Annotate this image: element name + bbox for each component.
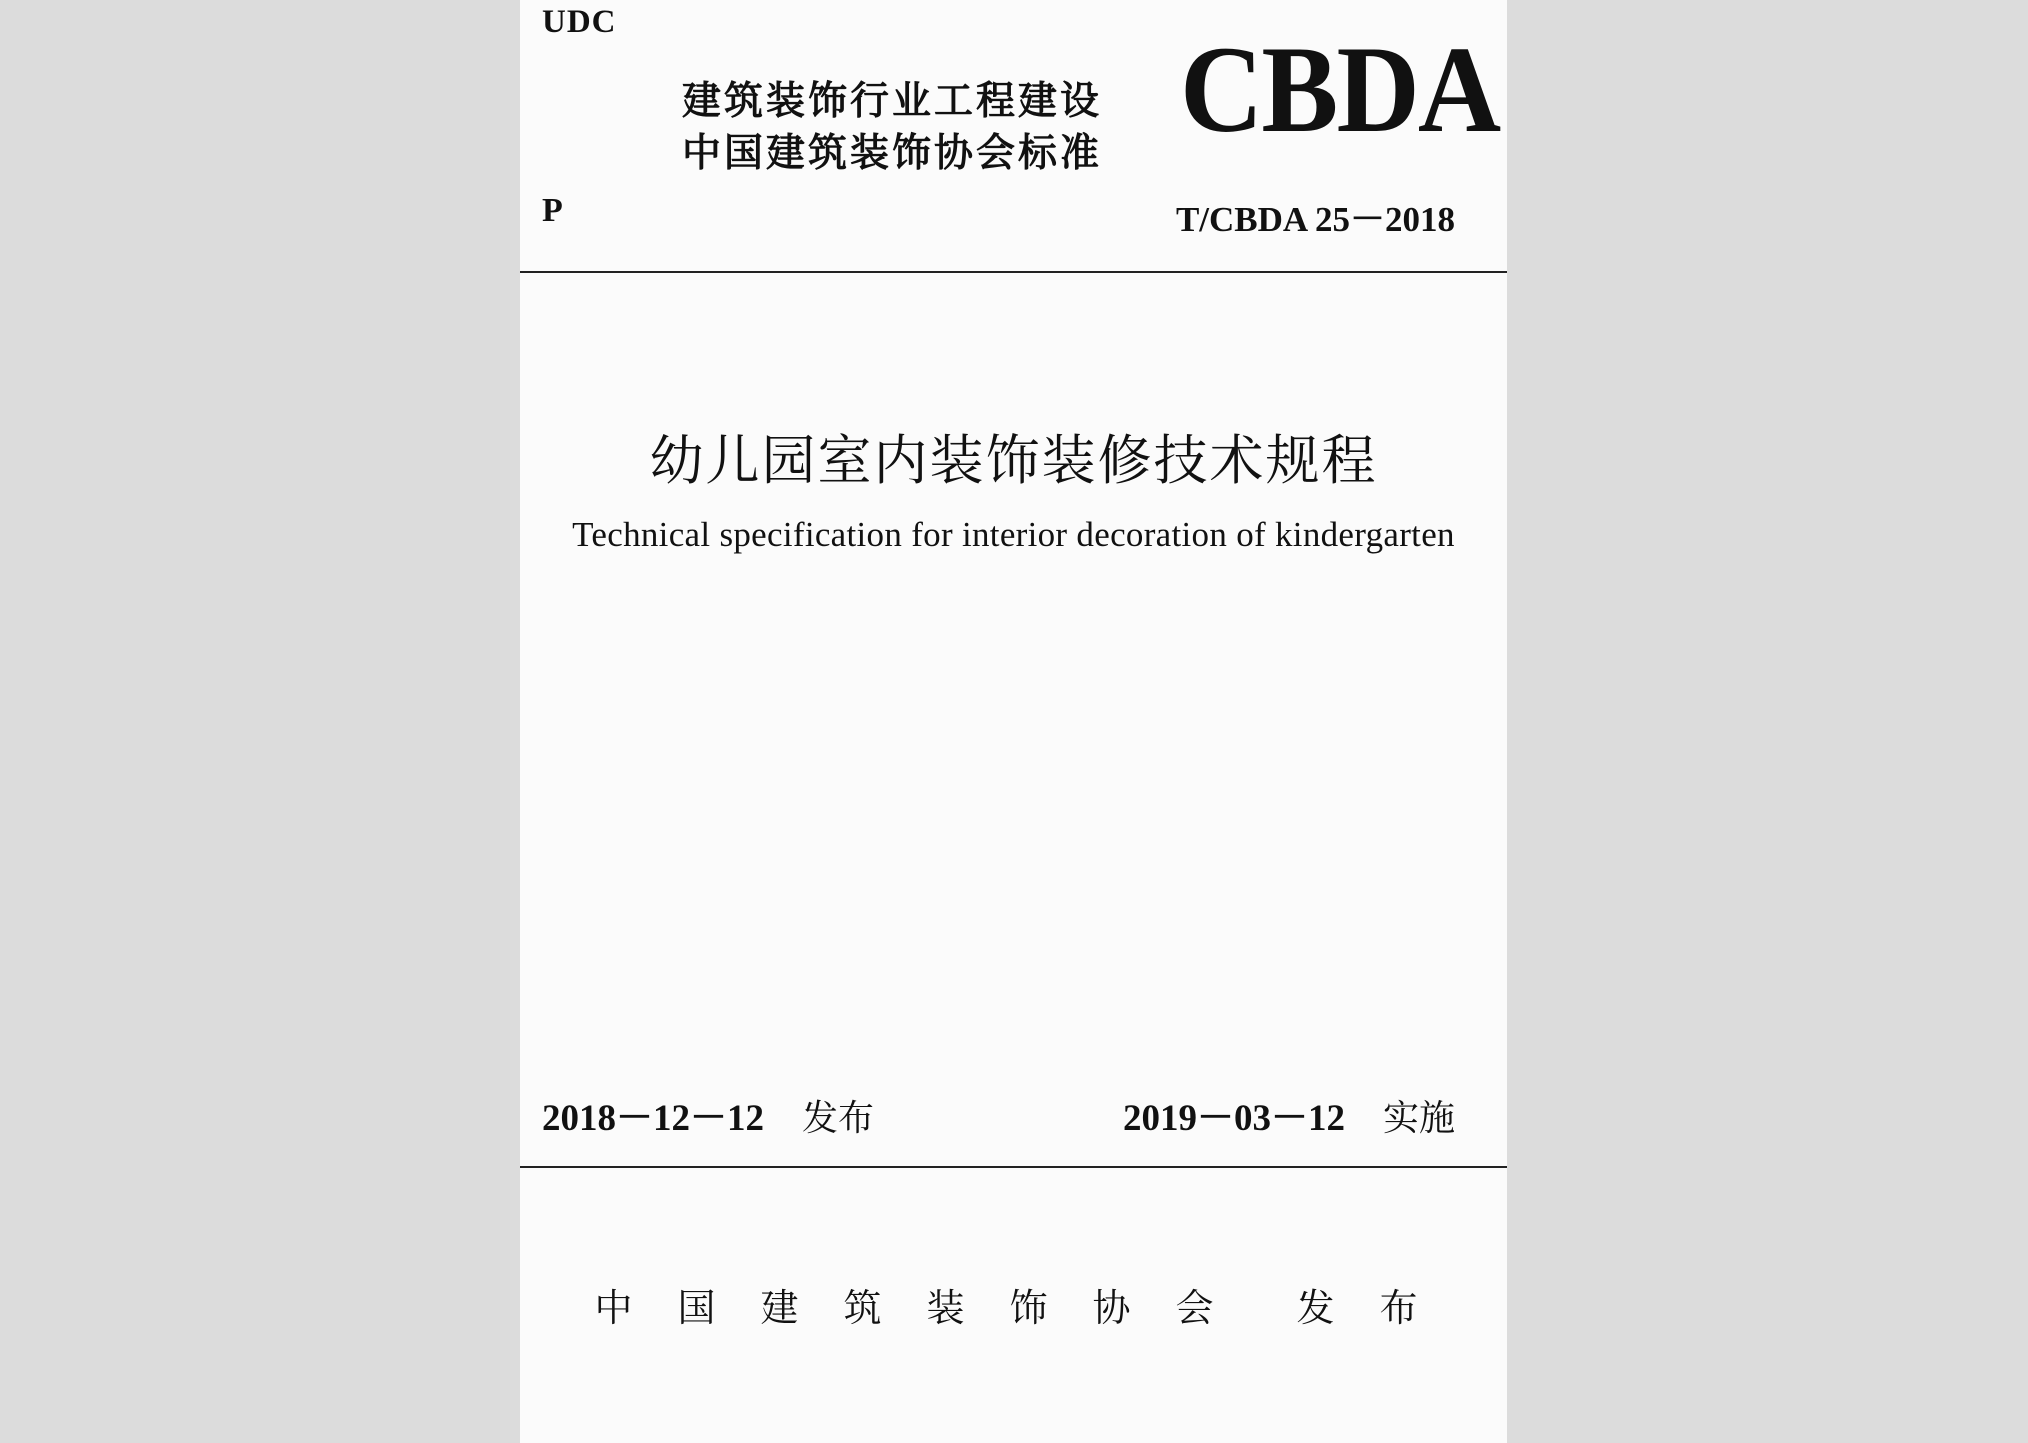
issue-date: 2018－12－12: [542, 1098, 764, 1139]
implement-date-block: [1123, 1087, 1455, 1141]
industry-line: 建筑装饰行业工程建设: [682, 79, 1103, 124]
issue-label: 发布: [802, 1098, 875, 1139]
top-divider: [520, 271, 1507, 273]
bottom-divider: [520, 1166, 1507, 1168]
issue-date-block: [542, 1087, 874, 1141]
udc-label: UDC: [542, 4, 617, 40]
implement-date: 2019－03－12: [1122, 1098, 1345, 1139]
cbda-logo: CBDA: [1180, 21, 1500, 158]
document-cover: [520, 0, 1507, 1443]
implement-label: 实施: [1382, 1098, 1455, 1139]
publish-label: 发布: [1296, 1286, 1463, 1330]
publisher-name: 中国建筑装饰协会: [594, 1286, 1259, 1330]
standard-number: T/CBDA 25－2018: [1175, 200, 1455, 239]
title-english: Technical specification for interior decoration of kindergarten: [572, 515, 1455, 554]
publisher-line: [520, 1277, 1507, 1332]
title-chinese: 幼儿园室内装饰装修技术规程: [649, 429, 1378, 492]
classification-code: P: [542, 192, 563, 229]
association-standard-line: 中国建筑装饰协会标准: [682, 131, 1103, 176]
